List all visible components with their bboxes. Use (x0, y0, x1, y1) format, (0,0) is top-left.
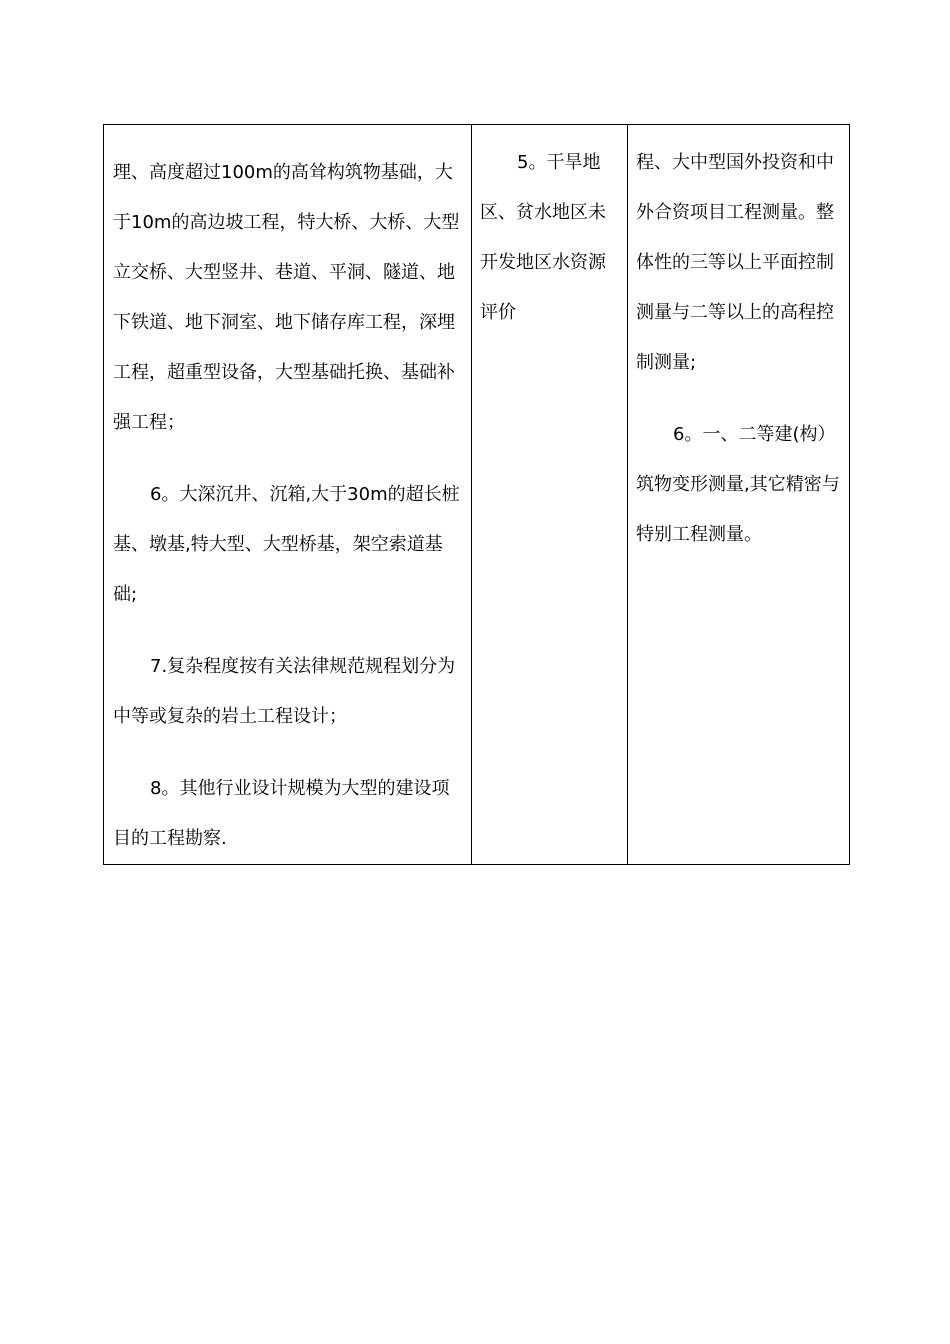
paragraph: 5。干旱地区、贫水地区未开发地区水资源评价 (480, 152, 606, 323)
table-cell-col2 (472, 125, 628, 865)
table-cell-col1 (104, 125, 472, 865)
paragraph: 6。大深沉井、沉箱,大于30m的超长桩基、墩基,特大型、大型桥基，架空索道基础; (113, 484, 460, 605)
paragraph: 7.复杂程度按有关法律规范规程划分为中等或复杂的岩土工程设计； (113, 656, 456, 727)
content-table (103, 124, 850, 865)
cell-text (628, 125, 849, 560)
cell-text (104, 125, 471, 864)
paragraph: 理、高度超过100m的高耸构筑物基础，大于10m的高边坡工程，特大桥、大桥、大型立交桥、大型竖井、巷道、平洞、隧道、地下铁道、地下洞室、地下储存库工程，深埋工程，超重型设备，大型基础托换、基础补强工程； (113, 162, 460, 433)
table-cell-col3 (628, 125, 850, 865)
paragraph: 程、大中型国外投资和中外合资项目工程测量。整体性的三等以上平面控制测量与二等以上的高程控制测量; (636, 152, 834, 373)
table-row (104, 125, 850, 865)
cell-text (472, 125, 627, 338)
paragraph: 6。一、二等建(构）筑物变形测量,其它精密与特别工程测量。 (636, 424, 840, 545)
paragraph: 8。其他行业设计规模为大型的建设项目的工程勘察. (113, 778, 450, 849)
